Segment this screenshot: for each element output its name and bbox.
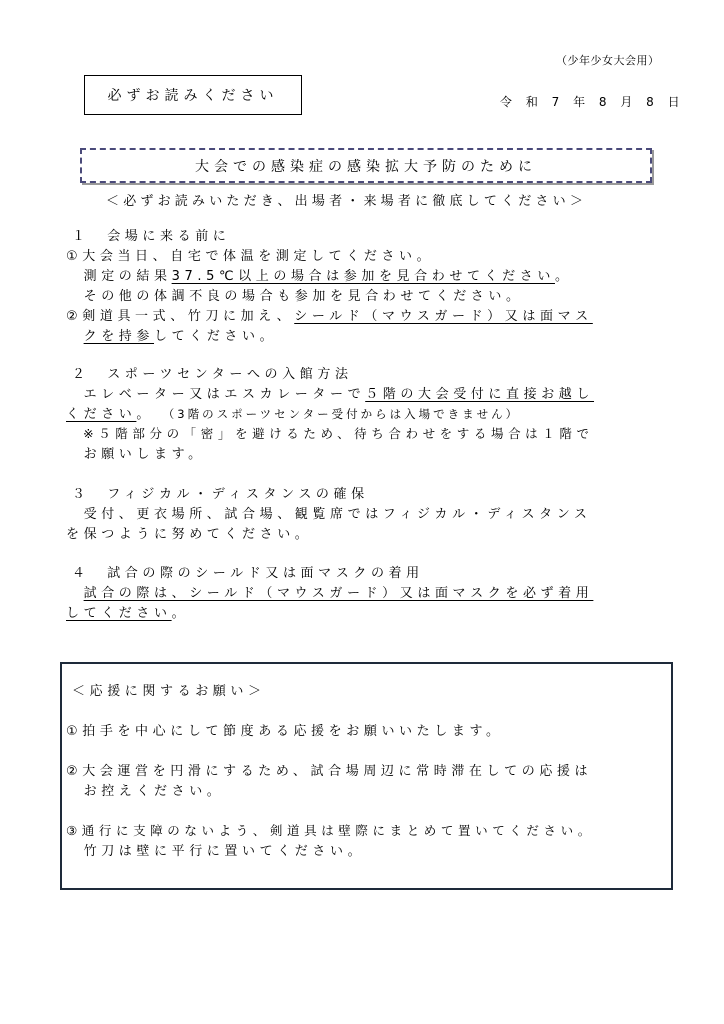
section1-line3: その他の体調不良の場合も参加を見合わせてください。 <box>66 289 524 304</box>
subtitle: ＜必ずお読みいただき、出場者・来場者に徹底してください＞ <box>106 194 588 209</box>
section1-line5: クを持参してください。 <box>83 329 278 344</box>
notice-box <box>84 75 302 115</box>
section2-line3: ※５階部分の「密」を避けるため、待ち合わせをする場合は１階で <box>66 426 594 441</box>
page-title: 大会での感染症の感染拡大予防のために <box>195 158 537 175</box>
title-box <box>80 148 652 183</box>
section2-line1: エレベーター又はエスカレーターで５階の大会受付に直接お越し <box>66 387 595 402</box>
support-item-3-line1: ③通行に支障のないよう、剣道具は壁際にまとめて置いてください。 <box>66 823 595 838</box>
support-item-1: ①拍手を中心にして節度ある応援をお願いいたします。 <box>66 724 504 739</box>
support-item-3-line2: 竹刀は壁に平行に置いてください。 <box>66 844 366 859</box>
section3-heading: ３ フィジカル・ディスタンスの確保 <box>72 487 369 502</box>
section4-heading: ４ 試合の際のシールド又は面マスクの着用 <box>72 566 424 581</box>
support-item-2-line2: お控えください。 <box>66 784 225 799</box>
section3-line2: を保つように努めてください。 <box>66 527 313 542</box>
category-label: （少年少女大会用） <box>556 54 660 67</box>
support-item-2-line1: ②大会運営を円滑にするため、試合場周辺に常時滞在しての応援は <box>66 764 593 779</box>
section2-line4: お願いします。 <box>66 447 206 462</box>
section4-line1: 試合の際は、シールド（マウスガード）又は面マスクを必ず着用 <box>83 586 594 601</box>
support-heading: ＜応援に関するお願い＞ <box>72 684 266 699</box>
section1-line4: ②剣道具一式、竹刀に加え、シールド（マウスガード）又は面マス <box>66 309 593 324</box>
section3-line1: 受付、更衣場所、試合場、観覧席ではフィジカル・ディスタンス <box>66 507 592 522</box>
section2-heading: ２ スポーツセンターへの入館方法 <box>72 367 353 382</box>
section2-line2: ください。 （3階のスポーツセンター受付からは入場できません） <box>66 407 521 422</box>
section1-line1: ①大会当日、自宅で体温を測定してください。 <box>66 249 435 264</box>
section1-line2: 測定の結果37.5℃以上の場合は参加を見合わせてください。 <box>66 269 573 284</box>
notice-text: 必ずお読みください <box>107 88 279 104</box>
section4-line2: してください。 <box>66 606 190 621</box>
section1-heading: １ 会場に来る前に <box>72 229 231 244</box>
document-date: 令 和 7 年 8 月 8 日 <box>500 95 685 109</box>
